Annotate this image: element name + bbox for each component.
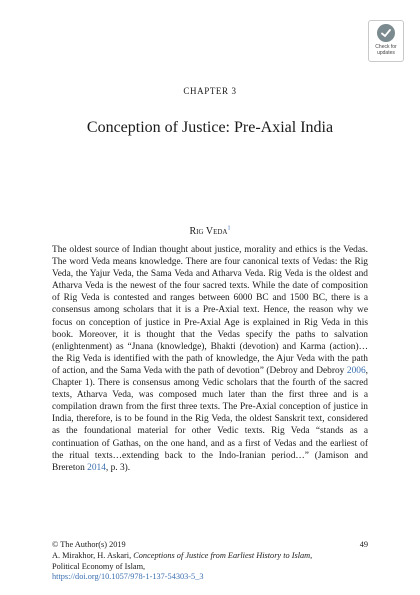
citation-link-2014[interactable]: 2014: [87, 462, 106, 473]
check-for-updates-badge[interactable]: [368, 20, 404, 62]
book-citation: [52, 551, 322, 573]
series-name: , Political Economy of Islam,: [52, 550, 313, 571]
footer-citation: [52, 540, 322, 583]
chapter-label: CHAPTER 3: [183, 86, 237, 96]
body-text-part-3: , p. 3).: [105, 462, 131, 473]
book-title: Conceptions of Justice from Earliest History to Islam: [133, 550, 311, 560]
badge-line-2: updates: [377, 50, 395, 56]
body-text-part-2: , Chapter 1). There is consensus among Vedic scholars that the fourth of the sacred texts, Atharva Veda, was composed much later than the first three and is a compilation drawn from the first three texts. The Pre-Axial conception of justice in India, therefore, is to be found in the Rig Veda, the oldest Sanskrit text, considered as the foundational material for other Vedic texts. Rig Veda “stands as a continuation of Gathas, on the one hand, and as a first of Vedas and the earliest of the ritual texts…extending back to the Indo-Iranian period…” (Jamison and Brereton: [52, 365, 368, 473]
citation-link-2006[interactable]: 2006: [346, 365, 366, 376]
page-number: 49: [359, 540, 368, 549]
footnote-reference[interactable]: 1: [227, 225, 231, 232]
body-text-part-1: The oldest source of Indian thought about justice, morality and ethics is the Vedas. The word Veda means knowledge. There are four canonical texts of Vedas: the Rig Veda, the Yajur Veda, the Sama Veda and Atharva Veda. Rig Veda is the oldest and Atharva Veda is the newest of the four sacred texts. While the date of composition of Rig Veda is contested and ranges between 6000 BC and 1500 BC, there is a consensus among scholars that it is a Pre-Axial text. Hence, the reason why we focus on conception of justice in Pre-Axial Age is explained in Rig Veda in this book. Moreover, it is thought that the Vedas specify the paths to salvation (enlightenment) as “Jnana (knowledge), Bhakti (devotion) and Karma (action)… the Rig Veda is identified with the path of knowledge, the Ajur Veda with the path of action, and the Sama Veda with the path of devotion” (Debroy and Debroy: [52, 245, 368, 376]
section-heading-text: Rig Veda: [189, 226, 228, 237]
body-paragraph: [52, 244, 368, 474]
badge-line-1: Check for: [375, 44, 397, 50]
doi-link[interactable]: https://doi.org/10.1057/978-1-137-54303-5_3: [52, 572, 204, 582]
check-for-updates-icon: [377, 24, 395, 42]
copyright-line: © The Author(s) 2019: [52, 540, 126, 549]
section-heading: [0, 226, 420, 237]
authors: A. Mirakhor, H. Askari,: [52, 550, 134, 560]
check-for-updates-label: [369, 44, 403, 56]
chapter-title: Conception of Justice: Pre-Axial India: [86, 119, 334, 136]
